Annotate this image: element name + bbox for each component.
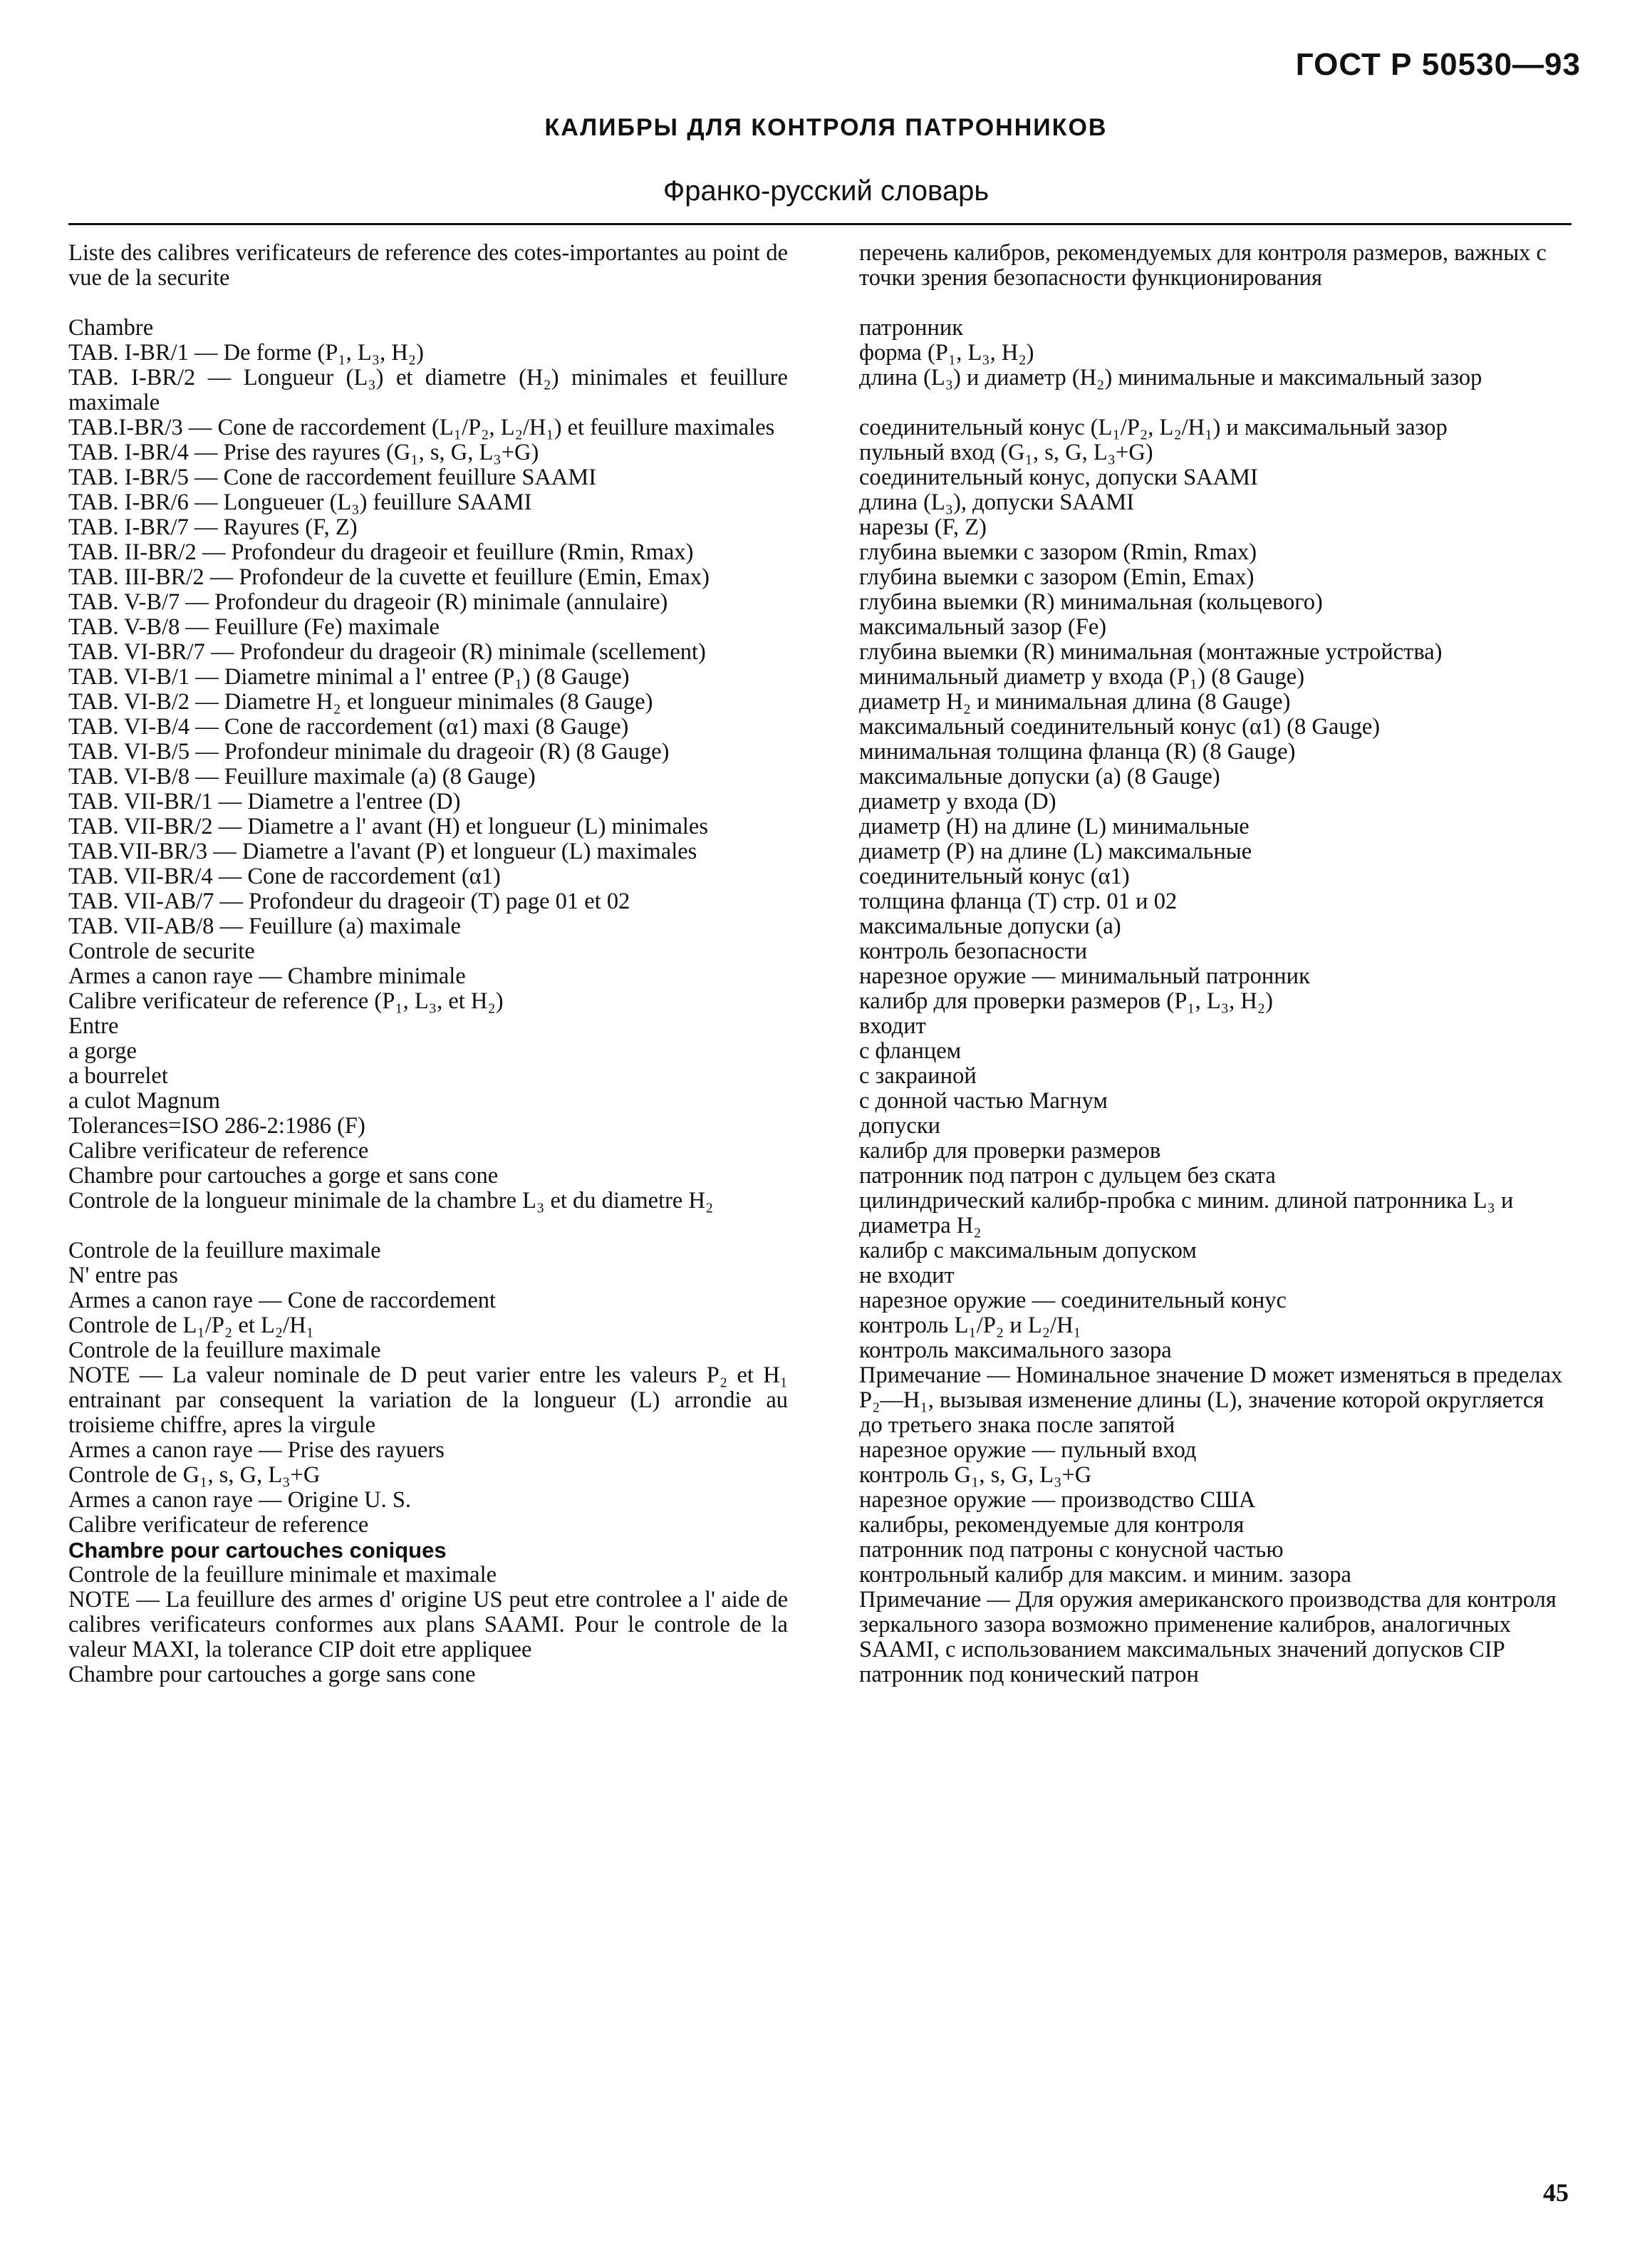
dictionary-entry [68,515,1572,540]
russian-term: не входит [859,1263,955,1288]
russian-term: контроль G₁, s, G, L₃+G [859,1462,1092,1488]
french-term: TAB. VI-B/5 — Profondeur minimale du drageoir (R) (8 Gauge) [68,739,670,765]
page-number: 45 [1543,2178,1569,2207]
dictionary-entry [68,1114,1572,1139]
dictionary-entry [68,765,1572,790]
french-term: Tolerances=ISO 286-2:1986 (F) [68,1113,365,1139]
french-term: TAB. I-BR/5 — Cone de raccordement feuillure SAAMI [68,465,597,490]
french-term: TAB. II-BR/2 — Profondeur du drageoir et feuillure (Rmin, Rmax) [68,539,694,565]
french-term: a bourrelet [68,1063,168,1089]
dictionary-entry [68,1662,1572,1687]
dictionary-entry [68,640,1572,665]
french-term: TAB. VII-BR/1 — Diametre a l'entree (D) [68,789,461,814]
french-term: TAB. I-BR/7 — Rayures (F, Z) [68,514,358,540]
dictionary-entry [68,1014,1572,1039]
french-term: Armes a canon raye — Chambre minimale [68,963,466,989]
dictionary-entry [68,889,1572,914]
french-term: TAB. VI-B/4 — Cone de raccordement (α1) maxi (8 Gauge) [68,714,629,740]
russian-term: калибр с максимальным допуском [859,1238,1197,1263]
dictionary-entry [68,864,1572,889]
russian-term: нарезы (F, Z) [859,514,987,540]
dictionary-entry [68,1164,1572,1189]
russian-term: диаметр (H) на длине (L) минимальные [859,814,1250,839]
french-term: TAB. III-BR/2 — Profondeur de la cuvette et feuillure (Emin, Emax) [68,564,710,590]
russian-term: Примечание — Номинальное значение D может изменяться в пределах P₂—H₁, вызывая изменение длины (L), значение которой округляется до третьего знака после запятой [859,1362,1563,1438]
dictionary-entry [68,740,1572,765]
french-term: TAB. VII-AB/8 — Feuillure (a) maximale [68,914,461,939]
french-term: N' entre pas [68,1263,178,1288]
russian-term: диаметр у входа (D) [859,789,1056,814]
russian-term: глубина выемки с зазором (Rmin, Rmax) [859,539,1257,565]
russian-term: соединительный конус (α1) [859,864,1130,889]
french-term: TAB. VII-AB/7 — Profondeur du drageoir (T) page 01 et 02 [68,889,630,914]
dictionary-entry [68,790,1572,814]
french-term: TAB. VI-B/8 — Feuillure maximale (a) (8 Gauge) [68,764,536,790]
french-term: TAB. V-B/8 — Feuillure (Fe) maximale [68,614,440,640]
dictionary-entry [68,665,1572,690]
russian-term: с донной частью Магнум [859,1088,1108,1114]
russian-term: пульный вход (G₁, s, G, L₃+G) [859,440,1153,465]
russian-term: глубина выемки с зазором (Emin, Emax) [859,564,1254,590]
russian-term: патронник [859,315,964,341]
dictionary-entry [68,1238,1572,1263]
french-term: Controle de G₁, s, G, L₃+G [68,1462,321,1488]
dictionary-entry [68,1438,1572,1463]
russian-term: длина (L₃), допуски SAAMI [859,490,1135,515]
dictionary-entry [68,615,1572,640]
french-term: Controle de L₁/P₂ et L₂/H₁ [68,1313,314,1338]
dictionary-entry [68,964,1572,989]
russian-term: с фланцем [859,1038,962,1064]
dictionary-entry [68,1189,1572,1238]
dictionary-entry [68,839,1572,864]
russian-term: максимальные допуски (a) (8 Gauge) [859,764,1220,790]
french-term: TAB. VI-B/1 — Diametre minimal a l' entree (P₁) (8 Gauge) [68,664,630,690]
dictionary-entry [68,1039,1572,1064]
dictionary-entry [68,1313,1572,1338]
russian-term: минимальный диаметр у входа (P₁) (8 Gauge) [859,664,1305,690]
french-term: Controle de la feuillure maximale [68,1337,381,1363]
french-term: a gorge [68,1038,137,1064]
russian-term: форма (P₁, L₃, H₂) [859,340,1034,366]
french-term: TAB. VI-BR/7 — Profondeur du drageoir (R) minimale (scellement) [68,639,706,665]
russian-term: контроль максимального зазора [859,1337,1172,1363]
dictionary-entry [68,1563,1572,1588]
russian-term: перечень калибров, рекомендуемых для контроля размеров, важных с точки зрения безопасности функционирования [859,240,1547,291]
russian-term: соединительный конус (L₁/P₂, L₂/H₁) и максимальный зазор [859,415,1448,440]
dictionary-entry [68,590,1572,615]
french-term: Chambre pour cartouches coniques [68,1538,447,1563]
french-term: TAB. I-BR/2 — Longueur (L₃) et diametre (H₂) minimales et feuillure maximale [68,365,788,415]
russian-term: контроль безопасности [859,938,1088,964]
dictionary-entry [68,1064,1572,1089]
russian-term: калибр для проверки размеров [859,1138,1161,1164]
dictionary-entry [68,1288,1572,1313]
document-title: КАЛИБРЫ ДЛЯ КОНТРОЛЯ ПАТРОННИКОВ [544,114,1108,141]
russian-term: максимальный соединительный конус (α1) (8 Gauge) [859,714,1381,740]
french-term: Controle de securite [68,938,255,964]
french-term: Controle de la feuillure minimale et maximale [68,1562,497,1588]
dictionary-entry [68,1463,1572,1488]
dictionary-entry [68,291,1572,341]
russian-term: с закраиной [859,1063,977,1089]
dictionary-entry [68,715,1572,740]
french-term: Controle de la longueur minimale de la chambre L₃ et du diametre H₂ [68,1188,714,1214]
dictionary-entry [68,415,1572,440]
french-term: TAB. I-BR/1 — De forme (P₁, L₃, H₂) [68,340,424,366]
russian-term: нарезное оружие — соединительный конус [859,1288,1287,1313]
dictionary-body [68,241,1572,1687]
russian-term: диаметр H₂ и минимальная длина (8 Gauge) [859,689,1291,715]
russian-term: патронник под патроны с конусной частью [859,1537,1284,1563]
dictionary-entry [68,465,1572,490]
russian-term: цилиндрический калибр-пробка с миним. длиной патронника L₃ и диаметра H₂ [859,1188,1514,1238]
dictionary-table [68,241,1572,1687]
russian-term: контроль L₁/P₂ и L₂/H₁ [859,1313,1081,1338]
dictionary-entry [68,1139,1572,1164]
french-term: TAB. VII-BR/4 — Cone de raccordement (α1) [68,864,501,889]
dictionary-entry [68,1338,1572,1363]
russian-term: максимальные допуски (a) [859,914,1121,939]
dictionary-entry [68,814,1572,839]
french-term: TAB. VII-BR/2 — Diametre a l' avant (H) et longueur (L) minimales [68,814,708,839]
french-term: NOTE — La valeur nominale de D peut varier entre les valeurs P₂ et H₁ entrainant par consequent la variation de la longueur (L) arrondie au troisieme chiffre, apres la virgule [68,1362,788,1438]
french-term: TAB. I-BR/4 — Prise des rayures (G₁, s, G, L₃+G) [68,440,539,465]
french-term: NOTE — La feuillure des armes d' origine US peut etre controlee a l' aide de calibres verificateurs conformes aux plans SAAMI. Pour le controle de la valeur MAXI, la tolerance CIP doit etre appliquee [68,1587,788,1662]
french-term: Calibre verificateur de reference [68,1512,369,1538]
french-term: TAB.I-BR/3 — Cone de raccordement (L₁/P₂, L₂/H₁) et feuillure maximales [68,415,775,440]
russian-term: глубина выемки (R) минимальная (кольцевого) [859,589,1323,615]
dictionary-entry [68,939,1572,964]
dictionary-entry [68,914,1572,939]
russian-term: контрольный калибр для максим. и миним. зазора [859,1562,1351,1588]
russian-term: калибр для проверки размеров (P₁, L₃, H₂) [859,988,1273,1014]
dictionary-entry [68,540,1572,565]
document-subtitle: Франко-русский словарь [663,175,989,207]
russian-term: нарезное оружие — минимальный патронник [859,963,1310,989]
dictionary-entry [68,1089,1572,1114]
dictionary-entry [68,690,1572,715]
french-term: TAB. V-B/7 — Profondeur du drageoir (R) minimale (annulaire) [68,589,668,615]
dictionary-entry [68,1263,1572,1288]
dictionary-entry [68,989,1572,1014]
dictionary-entry [68,490,1572,515]
dictionary-entry [68,366,1572,415]
french-term: Chambre pour cartouches a gorge et sans cone [68,1163,499,1189]
russian-term: нарезное оружие — производство США [859,1487,1256,1513]
french-term: Chambre pour cartouches a gorge sans cone [68,1662,476,1687]
french-term: Entre [68,1013,119,1039]
russian-term: длина (L₃) и диаметр (H₂) минимальные и максимальный зазор [859,365,1482,390]
russian-term: входит [859,1013,926,1039]
dictionary-entry [68,1588,1572,1662]
russian-term: глубина выемки (R) минимальная (монтажные устройства) [859,639,1443,665]
russian-term: допуски [859,1113,941,1139]
french-term: TAB. VI-B/2 — Diametre H₂ et longueur minimales (8 Gauge) [68,689,653,715]
french-term: TAB.VII-BR/3 — Diametre a l'avant (P) et longueur (L) maximales [68,839,697,864]
french-term: Chambre [68,315,154,341]
russian-term: Примечание — Для оружия американского производства для контроля зеркального зазора возможно применение калибров, аналогичных SAAMI, с использованием максимальных значений допусков CIP [859,1587,1557,1662]
french-term: Calibre verificateur de reference (P₁, L₃, et H₂) [68,988,504,1014]
dictionary-entry [68,1513,1572,1538]
french-term: Armes a canon raye — Prise des rayuers [68,1437,445,1463]
russian-term: калибры, рекомендуемые для контроля [859,1512,1245,1538]
dictionary-entry [68,241,1572,291]
french-term: Calibre verificateur de reference [68,1138,369,1164]
header-rule [68,223,1572,225]
dictionary-entry [68,565,1572,590]
russian-term: максимальный зазор (Fe) [859,614,1107,640]
dictionary-entry [68,1538,1572,1563]
dictionary-entry [68,341,1572,366]
french-term: Controle de la feuillure maximale [68,1238,381,1263]
dictionary-entry [68,440,1572,465]
document-standard-number: ГОСТ Р 50530—93 [1295,47,1581,82]
russian-term: диаметр (P) на длине (L) максимальные [859,839,1252,864]
french-term: Armes a canon raye — Origine U. S. [68,1487,412,1513]
french-term: Armes a canon raye — Cone de raccordement [68,1288,497,1313]
french-term: a culot Magnum [68,1088,221,1114]
russian-term: соединительный конус, допуски SAAMI [859,465,1258,490]
french-term: Liste des calibres verificateurs de reference des cotes-importantes au point de vue de la securite [68,240,788,291]
russian-term: минимальная толщина фланца (R) (8 Gauge) [859,739,1296,765]
russian-term: патронник под конический патрон [859,1662,1199,1687]
french-term: TAB. I-BR/6 — Longueuer (L₃) feuillure SAAMI [68,490,532,515]
russian-term: толщина фланца (T) стр. 01 и 02 [859,889,1178,914]
dictionary-entry [68,1488,1572,1513]
dictionary-entry [68,1363,1572,1438]
russian-term: патронник под патрон с дульцем без ската [859,1163,1276,1189]
russian-term: нарезное оружие — пульный вход [859,1437,1197,1463]
